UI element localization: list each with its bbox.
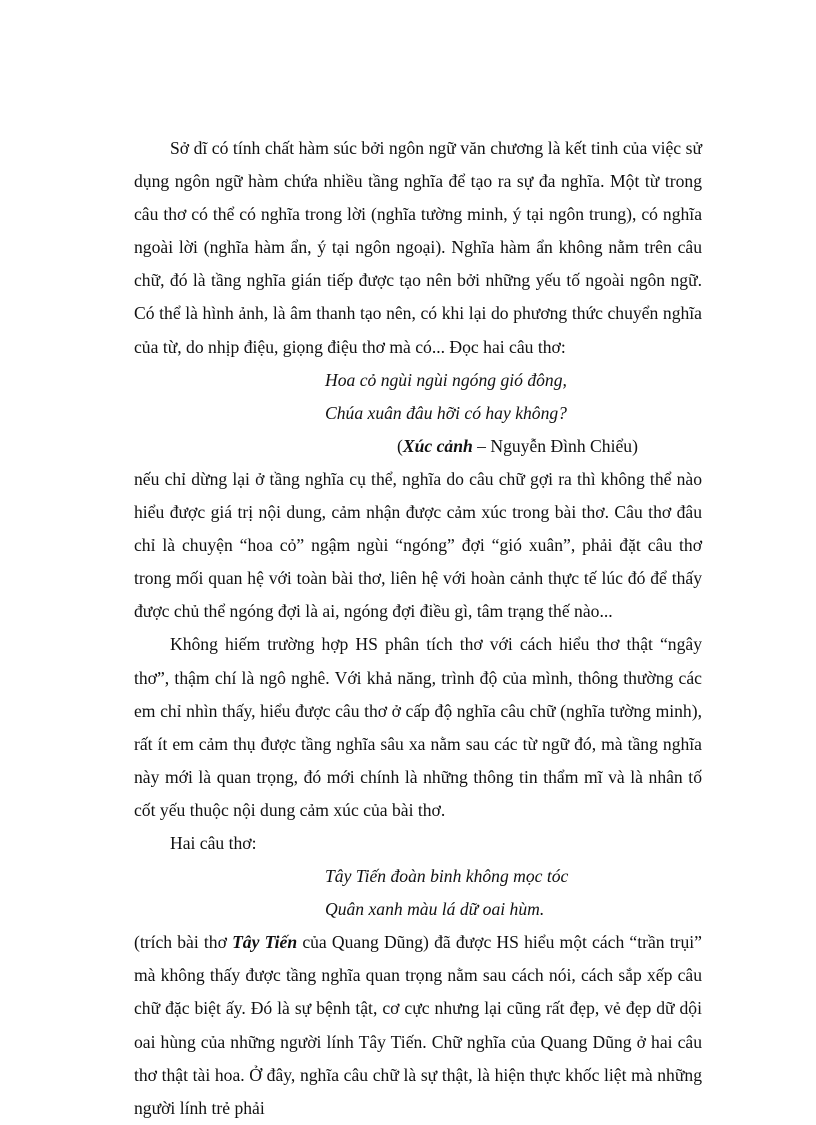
poem-2-line-1: Tây Tiến đoàn binh không mọc tóc — [325, 866, 569, 887]
poem-1-line-1: Hoa cỏ ngùi ngùi ngóng gió đông, — [325, 369, 567, 390]
source-open-paren: ( — [397, 435, 403, 456]
poem-1-source — [134, 430, 702, 463]
paragraph-3: Không hiếm trường hợp HS phân tích thơ với cách hiểu thơ thật “ngây thơ”, thậm chí là ngô nghê. Với khả năng, trình độ của mình, thông thường các em chỉ nhìn thấy, hiểu được câu thơ ở cấp độ nghĩa câu chữ (nghĩa tường minh), rất ít em cảm thụ được tầng nghĩa sâu xa nằm sau các từ ngữ đó, mà tầng nghĩa này mới là quan trọng, đó mới chính là những thông tin thẩm mĩ và là nhân tố cốt yếu thuộc nội dung cảm xúc của bài thơ. — [134, 634, 702, 820]
poem-2 — [134, 860, 702, 926]
paragraph-1: Sở dĩ có tính chất hàm súc bởi ngôn ngữ văn chương là kết tinh của việc sử dụng ngôn ngữ hàm chứa nhiều tầng nghĩa để tạo ra sự đa nghĩa. Một từ trong câu thơ có thể có nghĩa trong lời (nghĩa tường minh, ý tại ngôn trung), có nghĩa ngoài lời (nghĩa hàm ẩn, ý tại ngôn ngoại). Nghĩa hàm ẩn không nằm trên câu chữ, đó là tầng nghĩa gián tiếp được tạo nên bởi những yếu tố ngoài ngôn ngữ. Có thể là hình ảnh, là âm thanh tạo nên, có khi lại do phương thức chuyển nghĩa của từ, do nhịp điệu, giọng điệu thơ mà có... Đọc hai câu thơ: — [134, 138, 702, 357]
poem-1 — [134, 364, 702, 430]
poem-2-line-2: Quân xanh màu lá dữ oai hùm. — [325, 899, 545, 920]
paragraph-2: nếu chỉ dừng lại ở tầng nghĩa cụ thể, nghĩa do câu chữ gợi ra thì không thể nào hiểu được giá trị nội dung, cảm nhận được cảm xúc trong bài thơ. Câu thơ đâu chỉ là chuyện “hoa cỏ” ngậm ngùi “ngóng” đợi “gió xuân”, phải đặt câu thơ trong mối quan hệ với toàn bài thơ, liên hệ với hoàn cảnh thực tế lúc đó để thấy được chủ thể ngóng đợi là ai, ngóng đợi điều gì, tâm trạng thế nào... — [134, 468, 702, 622]
paragraph-5 — [134, 926, 702, 1125]
paragraph-5-work-title: Tây Tiến — [232, 932, 298, 953]
paragraph-5-prefix: (trích bài thơ — [134, 932, 233, 953]
paragraph-4: Hai câu thơ: — [170, 832, 257, 853]
document-body — [134, 132, 702, 1125]
source-author: – Nguyễn Đình Chiểu) — [472, 435, 638, 456]
source-work-title: Xúc cảnh — [402, 435, 473, 456]
paragraph-5-rest: của Quang Dũng) đã được HS hiểu một cách “trần trụi” mà không thấy được tầng nghĩa quan trọng nằm sau cách nói, cách sắp xếp câu chữ đặc biệt ấy. Đó là sự bệnh tật, cơ cực nhưng lại cũng rất đẹp, vẻ đẹp dữ dội oai hùng của những người lính Tây Tiến. Chữ nghĩa của Quang Dũng ở hai câu thơ thật tài hoa. Ở đây, nghĩa câu chữ là sự thật, là hiện thực khốc liệt mà những người lính trẻ phải — [134, 932, 702, 1118]
poem-1-line-2: Chúa xuân đâu hỡi có hay không? — [325, 402, 567, 423]
